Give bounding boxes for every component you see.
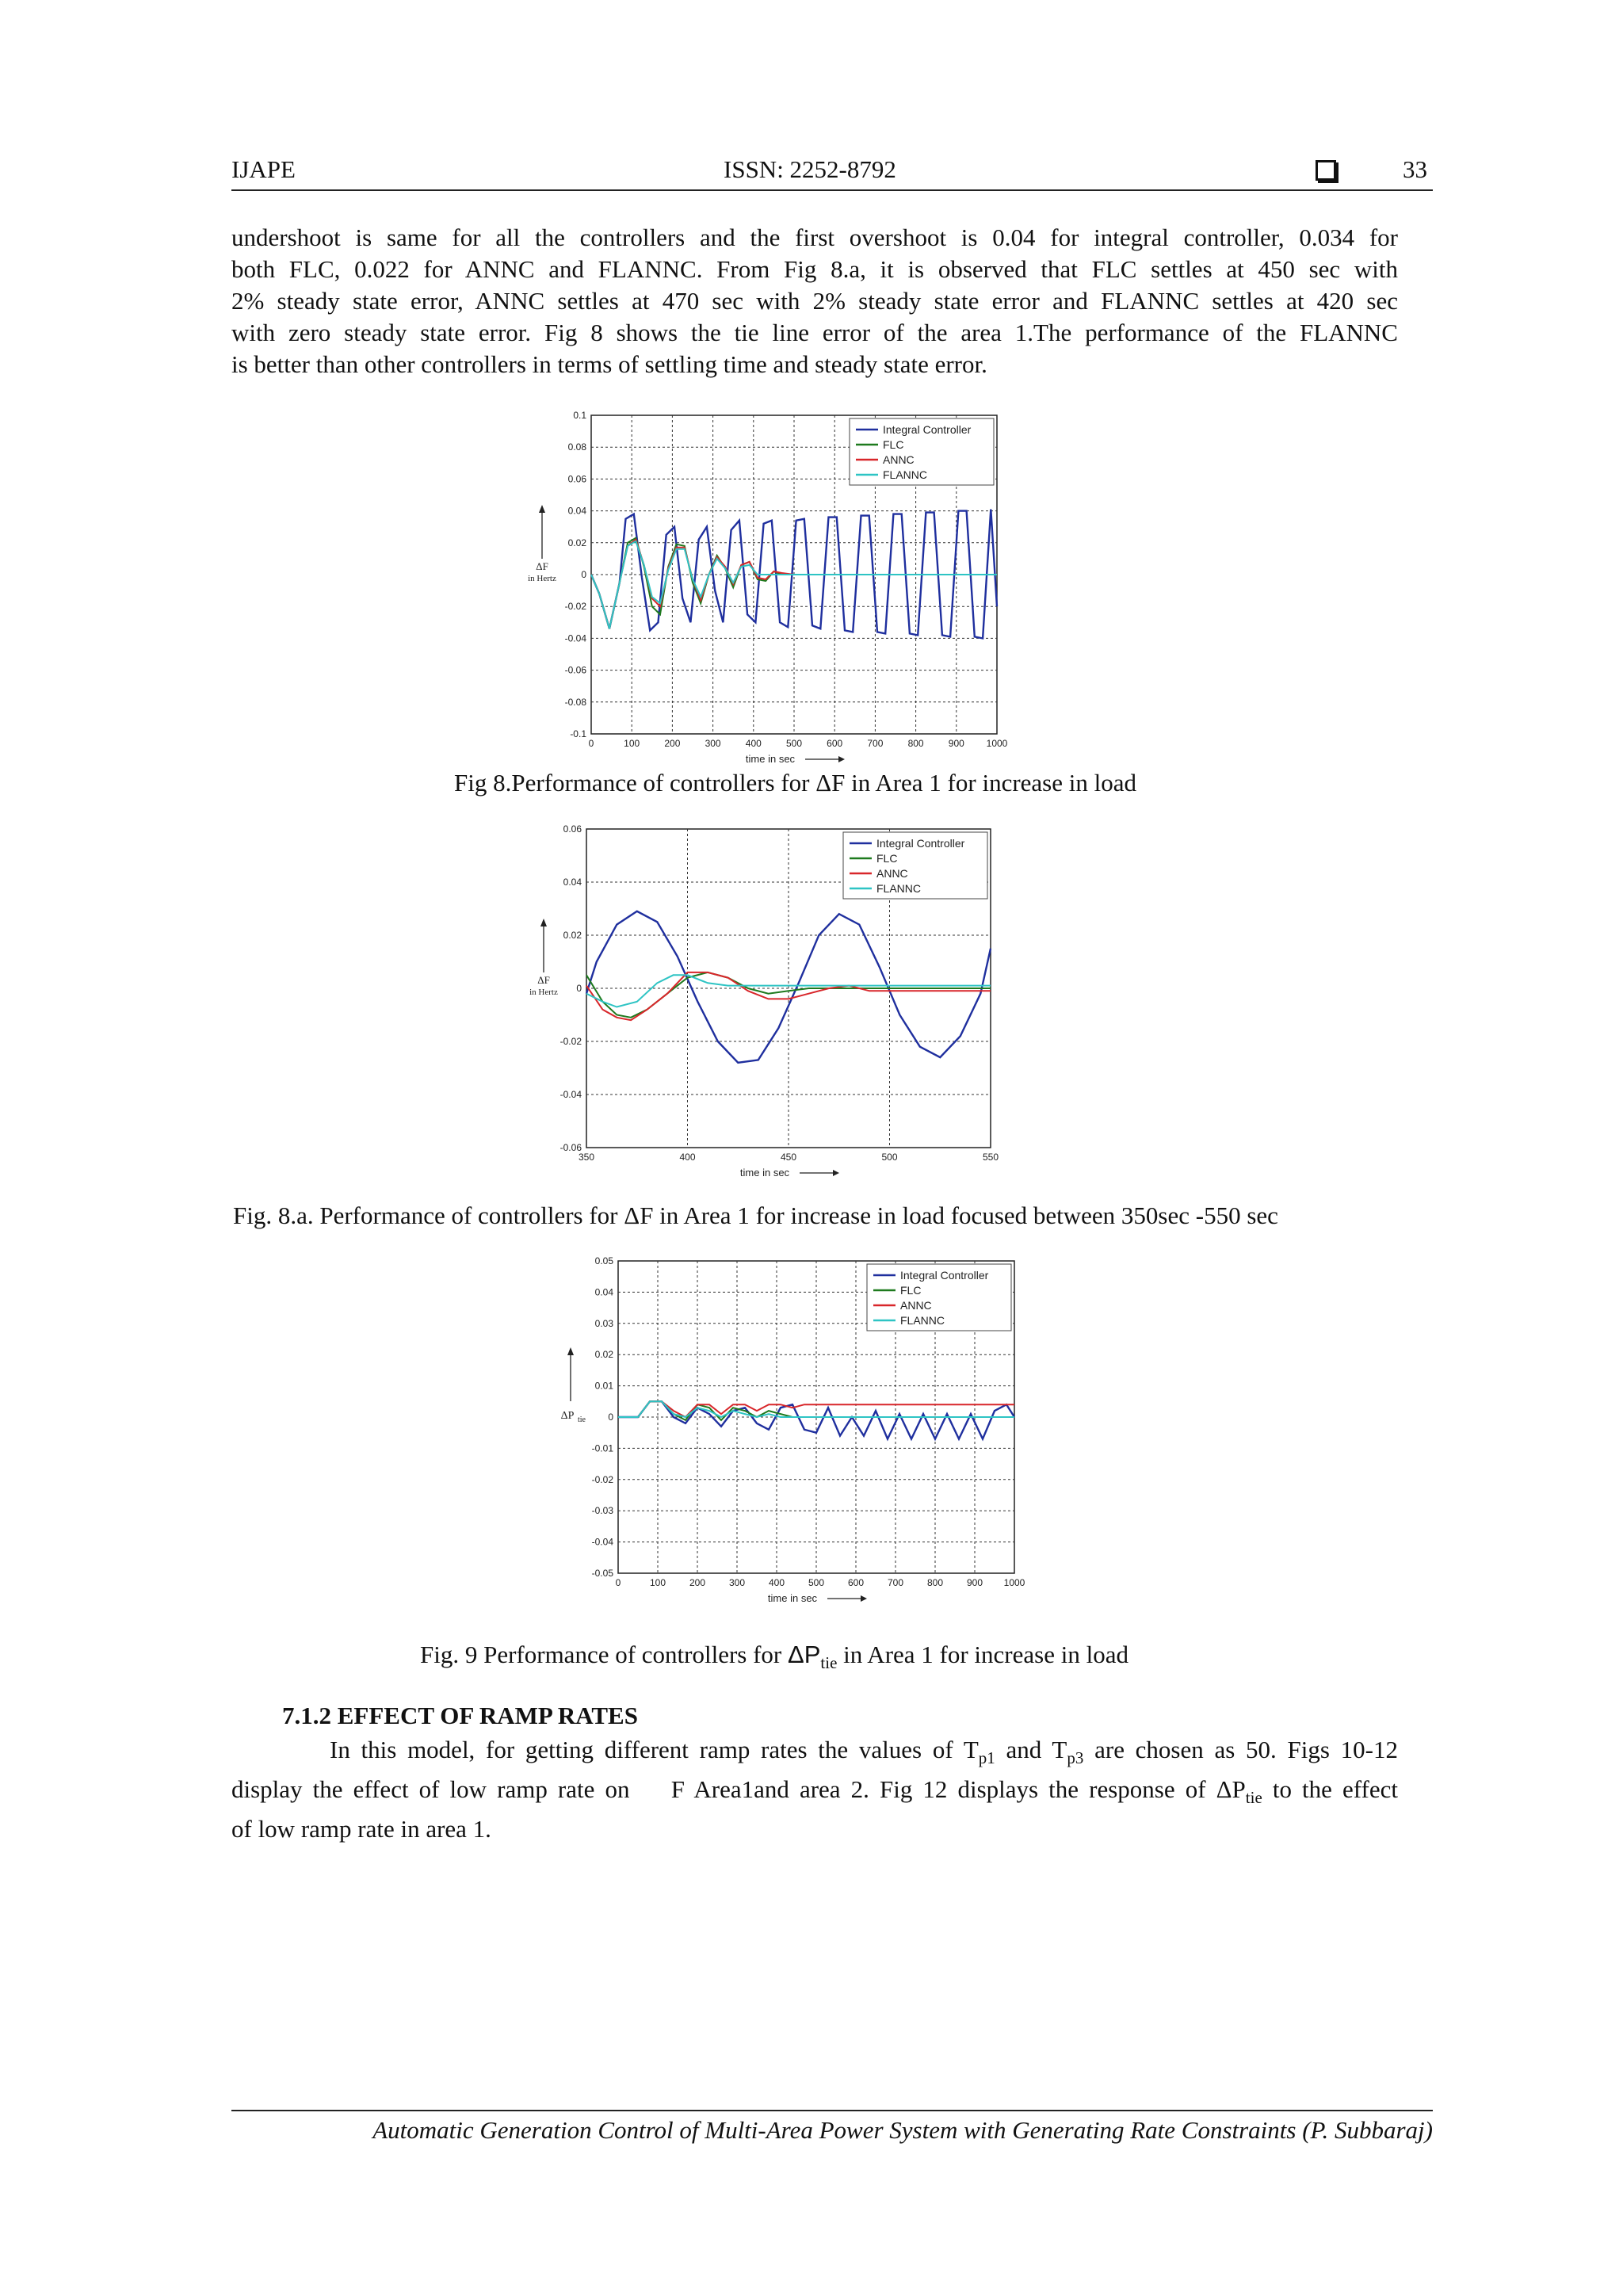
square-box-icon [1316, 160, 1336, 181]
x-tick-label: 700 [867, 738, 884, 749]
y-tick-label: -0.04 [591, 1536, 613, 1548]
x-tick-label: 500 [808, 1577, 825, 1588]
x-tick-label: 900 [948, 738, 964, 749]
y-tick-label: 0.04 [567, 505, 586, 517]
y-axis-label-subscript: tie [578, 1415, 586, 1424]
y-tick-label: 0.08 [567, 441, 586, 453]
y-axis-label: ΔP [560, 1410, 575, 1422]
legend-label: ANNC [876, 867, 908, 880]
y-axis-label: ΔF [537, 974, 550, 986]
x-tick-label: 1000 [986, 738, 1008, 749]
y-tick-label: 0.02 [567, 537, 586, 548]
y-tick-label: 0.02 [594, 1349, 613, 1361]
y-tick-label: -0.04 [559, 1089, 582, 1100]
fig8-chart [507, 404, 1014, 777]
x-tick-label: 800 [926, 1577, 944, 1588]
fig9-caption-text-end: in Area 1 for increase in load [837, 1641, 1128, 1668]
y-tick-label: 0.04 [594, 1286, 613, 1298]
y-tick-label: -0.06 [559, 1142, 582, 1153]
x-tick-label: 100 [624, 738, 640, 749]
x-tick-label: 300 [728, 1577, 746, 1588]
y-tick-label: 0.05 [594, 1255, 613, 1266]
y-tick-label: -0.05 [591, 1568, 613, 1579]
y-tick-label: -0.06 [564, 664, 586, 676]
legend-label: FLC [876, 852, 898, 865]
y-tick-label: -0.02 [591, 1473, 613, 1485]
x-axis-arrowhead [861, 1595, 867, 1602]
text-run: are chosen as 50. Figs 10-12 [1083, 1736, 1398, 1763]
x-tick-label: 100 [649, 1577, 666, 1588]
y-tick-label: 0 [576, 983, 582, 994]
paragraph-line [231, 1774, 1398, 1813]
journal-name: IJAPE [231, 155, 296, 183]
legend-label: Integral Controller [883, 423, 972, 436]
legend-label: ANNC [900, 1299, 932, 1312]
running-footer: Automatic Generation Control of Multi-Area Power System with Generating Rate Constraints (P. Subbaraj) [372, 2116, 1433, 2144]
y-tick-label: 0.06 [567, 473, 586, 485]
x-tick-label: 300 [705, 738, 721, 749]
section-heading: 7.1.2 EFFECT OF RAMP RATES [282, 1702, 638, 1729]
fig9-chart [539, 1248, 1046, 1621]
x-tick-label: 0 [615, 1577, 621, 1588]
fig8a-chart [507, 816, 1014, 1189]
legend-label: Integral Controller [900, 1269, 989, 1282]
paragraph-line: is better than other controllers in terms of settling time and steady state error. [231, 350, 987, 378]
x-tick-label: 500 [881, 1152, 898, 1163]
x-tick-label: 200 [689, 1577, 706, 1588]
x-axis-label: time in sec [739, 1167, 790, 1179]
x-axis-arrowhead [838, 756, 845, 762]
y-tick-label: 0.01 [594, 1380, 613, 1392]
legend-label: FLANNC [883, 468, 928, 481]
footer-rule [231, 2110, 1433, 2111]
y-tick-label: 0.1 [573, 410, 586, 421]
x-tick-label: 400 [745, 738, 762, 749]
subscript: p1 [978, 1748, 995, 1768]
x-tick-label: 350 [578, 1152, 595, 1163]
legend-label: FLANNC [900, 1314, 945, 1327]
x-tick-label: 1000 [1003, 1577, 1025, 1588]
y-tick-label: -0.04 [564, 632, 586, 644]
text-run: and T [995, 1736, 1067, 1763]
paragraph-line [231, 1734, 1398, 1774]
text-run: display the effect of low ramp rate on F Area1and area 2. Fig 12 displays the response of ΔP [231, 1775, 1246, 1804]
y-tick-label: 0.02 [563, 930, 582, 941]
y-tick-label: -0.03 [591, 1505, 613, 1517]
y-tick-label: 0 [608, 1412, 613, 1423]
x-tick-label: 800 [907, 738, 924, 749]
issn: ISSN: 2252-8792 [724, 155, 896, 183]
x-tick-label: 400 [768, 1577, 785, 1588]
y-axis-unit: in Hertz [528, 574, 556, 583]
fig9-caption-text: Fig. 9 Performance of controllers for [420, 1641, 789, 1668]
y-axis-label: ΔF [536, 560, 548, 572]
fig8a-caption: Fig. 8.a. Performance of controllers for ΔF in Area 1 for increase in load focused between 350sec -550 sec [233, 1201, 1278, 1229]
y-tick-label: 0.04 [563, 877, 582, 888]
y-tick-label: 0.06 [563, 823, 582, 835]
legend-label: ANNC [883, 453, 915, 466]
y-axis-arrowhead [539, 505, 545, 513]
x-tick-label: 550 [982, 1152, 999, 1163]
x-tick-label: 0 [588, 738, 594, 749]
text-run: In this model, for getting different ramp rates the values of T [330, 1736, 979, 1763]
paragraph-line: of low ramp rate in area 1. [231, 1815, 491, 1843]
x-tick-label: 600 [827, 738, 843, 749]
y-tick-label: -0.02 [559, 1036, 582, 1047]
x-axis-label: time in sec [745, 753, 796, 765]
x-tick-label: 450 [780, 1152, 797, 1163]
legend-label: FLC [883, 438, 904, 451]
legend-label: FLC [900, 1284, 922, 1297]
paragraph-line: undershoot is same for all the controllers and the first overshoot is 0.04 for integral controller, 0.034 for [231, 223, 1398, 251]
body-paragraph [231, 222, 1398, 380]
x-tick-label: 700 [887, 1577, 904, 1588]
fig9-caption [420, 1641, 1128, 1673]
y-tick-label: -0.1 [570, 728, 586, 739]
fig9-caption-symbol: ΔP [788, 1641, 821, 1668]
y-tick-label: -0.01 [591, 1442, 613, 1454]
text-run: to the effect [1262, 1775, 1398, 1804]
paragraph-line: both FLC, 0.022 for ANNC and FLANNC. From Fig 8.a, it is observed that FLC settles at 450 sec with [231, 255, 1398, 283]
fig8-caption: Fig 8.Performance of controllers for ΔF in Area 1 for increase in load [454, 769, 1136, 797]
y-tick-label: -0.08 [564, 696, 586, 708]
header-rule [231, 189, 1433, 191]
subscript: tie [1245, 1788, 1262, 1808]
y-tick-label: -0.02 [564, 601, 586, 613]
legend-label: Integral Controller [876, 837, 965, 850]
subscript: p3 [1067, 1748, 1084, 1768]
x-tick-label: 900 [966, 1577, 983, 1588]
x-tick-label: 600 [847, 1577, 865, 1588]
y-axis-arrowhead [567, 1347, 574, 1355]
legend-label: FLANNC [876, 882, 922, 895]
x-axis-arrowhead [833, 1170, 839, 1176]
x-tick-label: 400 [679, 1152, 696, 1163]
y-tick-label: 0.03 [594, 1317, 613, 1329]
x-tick-label: 200 [664, 738, 681, 749]
y-axis-unit: in Hertz [529, 988, 558, 997]
y-axis-arrowhead [540, 919, 547, 926]
section-paragraph [231, 1734, 1398, 1845]
y-tick-label: 0 [581, 569, 586, 580]
paragraph-line: with zero steady state error. Fig 8 shows the tie line error of the area 1.The performance of the FLANNC [231, 319, 1398, 346]
x-axis-label: time in sec [767, 1592, 818, 1604]
paragraph-line: 2% steady state error, ANNC settles at 470 sec with 2% steady state error and FLANNC settles at 420 sec [231, 287, 1398, 315]
page-number: 33 [1403, 155, 1427, 183]
fig9-caption-subscript: tie [820, 1653, 838, 1673]
x-tick-label: 500 [785, 738, 803, 749]
